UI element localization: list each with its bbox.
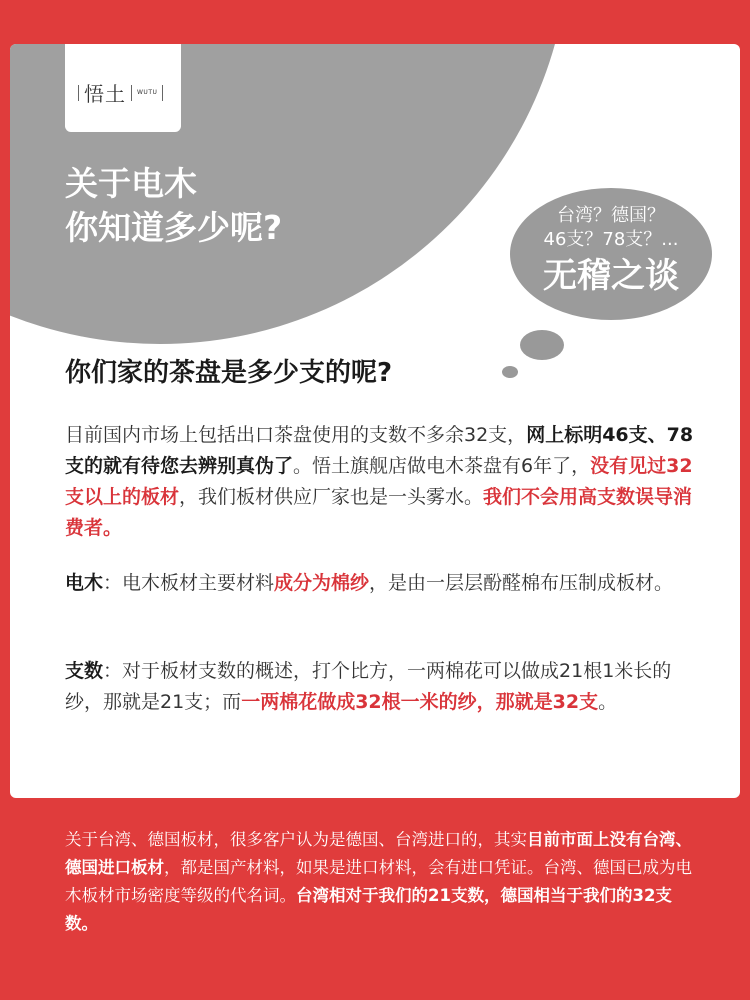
- bold-text: 台湾相对于我们的21支数，德国相当于我们的32支数。: [65, 886, 672, 933]
- bubble-line-2: 46支？78支？...: [543, 229, 679, 250]
- text: ：对于板材支数的概述，打个比方，一两棉花可以做成21根1米长的纱，那就是21支；而: [65, 660, 672, 713]
- text: ，我们板材供应厂家也是一头雾水。: [179, 486, 484, 508]
- text: ：电木板材主要材料: [103, 572, 275, 594]
- paragraph-intro: [65, 420, 695, 544]
- text: 关于台湾、德国板材，很多客户认为是德国、台湾进口的，其实: [65, 830, 527, 849]
- text: ，是由一层层酚醛棉布压制成板材。: [369, 572, 674, 594]
- footer-note: [65, 826, 695, 938]
- highlight-text: 成分为棉纱: [274, 572, 370, 594]
- bubble-tail-dot-small: [502, 366, 518, 378]
- paragraph-label: 支数: [65, 660, 104, 682]
- bold-text: 网上标明46支、78支的就有待您去辨别真伪了: [65, 424, 694, 477]
- logo-english: WUTU: [137, 89, 158, 96]
- highlight-text: 我们不会用高支数误导消费者。: [65, 486, 693, 539]
- logo: [65, 44, 181, 132]
- logo-divider: [131, 85, 132, 101]
- paragraph-bakelite: [65, 568, 695, 599]
- text: 。悟土旗舰店做电木茶盘有6年了，: [293, 455, 591, 477]
- logo-chinese: 悟土: [84, 82, 126, 106]
- text: ，都是国产材料，如果是进口材料，会有进口凭证。台湾、德国已成为电木板材市场密度等级的代名词。: [65, 858, 692, 905]
- speech-bubble: [506, 184, 716, 324]
- title-line-1: 关于电木: [65, 164, 197, 203]
- section-heading: 你们家的茶盘是多少支的呢?: [65, 358, 393, 388]
- title-line-2: 你知道多少呢?: [65, 208, 283, 247]
- paragraph-count: [65, 656, 695, 718]
- bubble-tail-dot: [520, 330, 564, 360]
- paragraph-label: 电木: [65, 572, 104, 594]
- bold-text: 目前市面上没有台湾、德国进口板材: [65, 830, 692, 877]
- logo-divider: [162, 85, 163, 101]
- highlight-text: 没有见过32支以上的板材: [65, 455, 693, 508]
- bubble-line-1: 台湾？德国？: [557, 205, 665, 226]
- text: 目前国内市场上包括出口茶盘使用的支数不多余32支，: [65, 424, 527, 446]
- content-card: [10, 44, 740, 798]
- bubble-headline: 无稽之谈: [543, 256, 679, 296]
- highlight-text: 一两棉花做成32根一米的纱，那就是32支: [241, 691, 599, 713]
- logo-divider: [78, 85, 79, 101]
- text: 。: [598, 691, 618, 713]
